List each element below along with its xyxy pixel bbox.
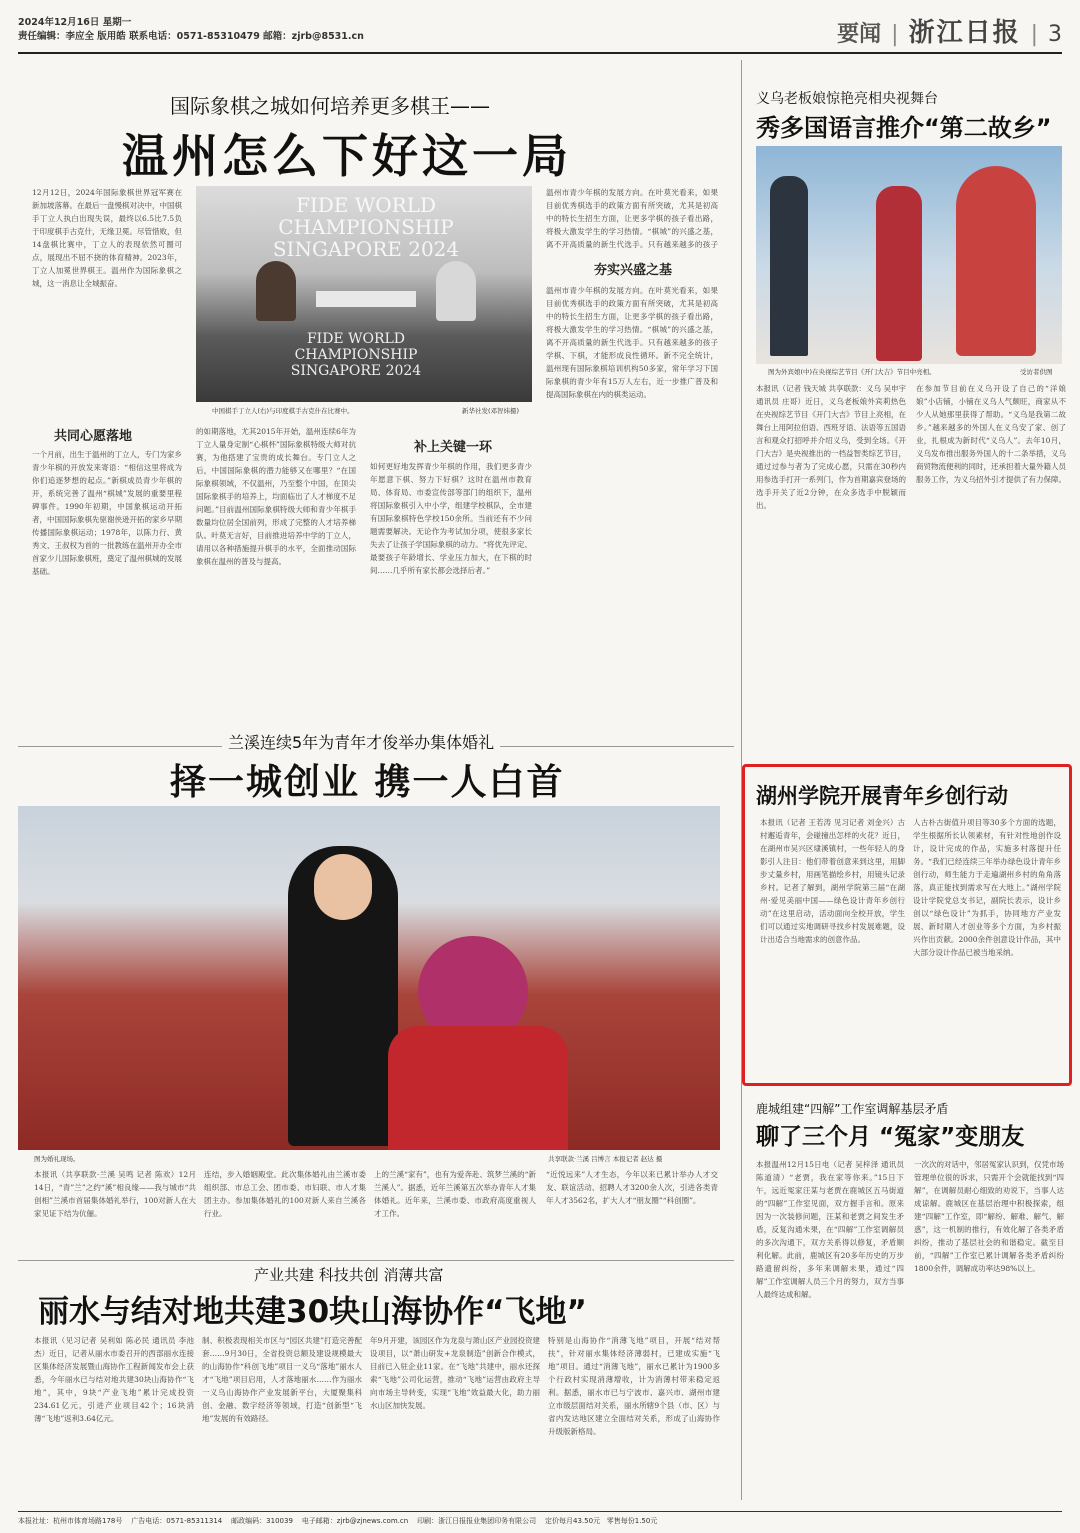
- article3-kicker: 兰溪连续5年为青年才俊举办集体婚礼: [222, 730, 500, 753]
- wedding-photo-caption: 图为婚礼现场。: [34, 1155, 80, 1163]
- paper-logo: 浙江日报: [908, 18, 1021, 48]
- article1-col1: 12月12日，2024年国际象棋世界冠军赛在新加坡落幕。在最后一盘慢棋对决中，中国棋手丁立人执白出现失误，最终以6.5比7.5负于印度棋手古克什，无缘卫冕。尽管惜败，但14盘棋比赛中，丁立人的表现依然可圈可点，展现出不屈不挠的体育精神。2023年，丁立人加冕世界棋王。温州作为国际象棋之城，这一消息让全城振奋。: [32, 188, 182, 288]
- guest-figure: [876, 186, 922, 361]
- chess-photo-credit: 新华社发(邓智炜摄): [462, 407, 520, 415]
- footer-price-copy: 零售每份1.50元: [606, 1517, 658, 1525]
- player-right: [436, 261, 476, 321]
- footer-printer: 印刷：浙江日报报业集团印务有限公司: [417, 1517, 537, 1525]
- footer-price-month: 定价每月43.50元: [545, 1517, 601, 1525]
- article1-kicker: 国际象棋之城如何培养更多棋王——: [170, 94, 490, 118]
- article5-headline: 聊了三个月 “冤家”变朋友: [756, 1124, 1025, 1150]
- article1-headline: 温州怎么下好这一局: [122, 129, 572, 183]
- article1-col4: 温州市青少年棋的发展方向。在叶莫光看来，如果目前优秀棋选手的政策方面有所突破，尤其是初高中的特长生招生方面，让更多学棋的孩子看出路，将极大激发学生的学习热情。“棋城”的兴盛之基，离不开高质量的新生代选手。只有越来越多的孩子: [546, 188, 718, 249]
- wedding-photo-credit: 共享联款·兰溪 吕博言 本报记者 赵达 摄: [548, 1155, 663, 1163]
- article4-col1: 本报讯（记者 王若涛 见习记者 刘金兴）古村邂逅青年，会碰撞出怎样的火花？近日，在湖州市吴兴区埭溪镇村，一些年轻人的身影引人注目：他们带着创意来到这里，用脚步丈量乡村，用画笔描绘乡村，用镜头记录乡村。记者了解到，湖州学院第三届“在湖州·爱见美丽中国——绿色设计青年乡创行动”在这里启动，活动面向全校开放，学生们可以通过实地调研寻找乡村发展难题，设计出适合当地需求的创意作品。: [760, 818, 905, 944]
- masthead-info: [18, 16, 364, 44]
- footer-address: 本报社址：杭州市体育场路178号: [18, 1517, 123, 1525]
- footer-postcode: 邮政编码：310039: [231, 1517, 293, 1525]
- yiwu-photo: [756, 146, 1062, 364]
- article3-col1: 本报讯（共享联款·兰溪 吴鸣 记者 陈欢）12月14日，“青”兰”之约“溪”相良缘——我与城市“共创相”兰溪市首届集体婚礼举行，100对新人在大家见证下结为伉俪。: [34, 1170, 196, 1218]
- article2-headline: 秀多国语言推介“第二故乡”: [756, 114, 1052, 142]
- article1-col2: 的如期落地，尤其2015年开始，温州连续6年为丁立人量身定制“心棋杯”国际象棋特级大师对抗赛，为他搭建了宝贵的成长舞台。专门立人之后，中国国际象棋的潜力能够又在哪里？“在国际象棋领域，不仅温州，乃至整个中国，在顶尖国际象棋手的培养上，均面临出了人才梯度不足问题。”目前温州国际象棋特级大师和青少年棋手数量均位居全国前列，形成了完整的人才培养梯队。叶莫无言好，目前推进培养中学的丁立人，请用以各种措施提升棋手的水平，全面推动国际象棋在温州的普及与提高。: [196, 427, 356, 566]
- article6-col3: 年9月开建，该园区作为龙泉与萧山区产业园投资建设项目，以“萧山研发+龙泉制造”创新合作模式，目前已入驻企业11家。在“飞地”共建中，丽水还探索“飞地”公司化运营，推动“飞地”运营由政府主导向市场主导转变，实现“飞地”效益最大化，助力丽水山区加快发展。: [370, 1336, 540, 1410]
- chess-photo: [196, 186, 532, 402]
- article1-col3: 如何更好地发挥青少年棋的作用，我们更多青少年愿意下棋、努力下好棋？这时在温州市教育局、体育局、市委宣传部等部门的组织下，温州将国际象棋引入中小学，组建学校棋队，全市建有国际象棋特色学校150余所。当前还有不少问题需要解决。无论作为考试加分项，使很多家长失去了让孩子学国际象棋的动力。“将优先评定、最要孩子年龄增长、学业压力加大，在下棋的时间……几乎所有家长都会选择后者。”: [370, 462, 532, 575]
- article6-col1: 本报讯（见习记者 吴利如 陈必民 通讯员 李池杰）近日，记者从丽水市委召开的西部丽水连接区集体经济发展暨山海协作工程新闻发布会上获悉，今年丽水已与结对地共建30块山海协作“飞地”，其中，9块“产业飞地”累计完成投资234.61亿元，引进产业项目42个；16块消薄“飞地”返利3.64亿元。: [34, 1336, 194, 1423]
- page-number: 3: [1048, 22, 1062, 47]
- masthead-brand: 要闻 | 浙江日报 | 3: [837, 12, 1062, 49]
- article3-headline: 择一城创业 携一人白首: [170, 762, 565, 803]
- masthead-rule: [18, 52, 1062, 54]
- date-line: 2024年12月16日 星期一: [18, 17, 132, 28]
- mascot-figure: [956, 166, 1036, 356]
- footer-ad-phone: 广告电话：0571-85311314: [131, 1517, 223, 1525]
- article1-subhead2: 补上关键一环: [414, 440, 493, 455]
- photo-banner-bottom: FIDE WORLD CHAMPIONSHIP SINGAPORE 2024: [290, 331, 422, 379]
- chess-board: [316, 291, 416, 307]
- groom-face: [314, 854, 372, 920]
- article6-headline: 丽水与结对地共建30块山海协作“飞地”: [38, 1294, 587, 1330]
- article1-col4b: 温州市青少年棋的发展方向。在叶莫光看来，如果目前优秀棋选手的政策方面有所突破，尤其是初高中的特长生招生方面，让更多学棋的孩子看出路，将极大激发学生的学习热情。“棋城”的兴盛之基，离不开高质量的新生代选手。只有越来越多的孩子学棋、下棋，才能形成良性循环。新不完全统计，温州现有国际象棋培训机构50多家，常年学习下国际象棋的青少年有15万人左右，近一步推广普及和提高国际象棋在内的棋类运动。: [546, 286, 718, 399]
- article5-col2: 一次次的对话中，邻居冤家认识到，仅凭市场管理单位很的诉求，只需开个会就能找到“四解”，在调解员耐心细致的劝说下，当事人达成谅解。鹿城区在基层治理中积极探索，组建“四解”工作室，即“解纷、解难、解气、解惑”，这一机制的推行，有效化解了各类矛盾纠纷，推动了基层社会的和谐稳定。截至目前，“四解”工作室已累计调解各类矛盾纠纷1800余件，调解成功率达98%以上。: [914, 1160, 1064, 1273]
- photo-banner-top: FIDE WORLD CHAMPIONSHIP SINGAPORE 2024: [272, 193, 460, 261]
- article4-col2: 人古朴古街值升项目等30多个方面的选题，学生根据所长认领素材，有针对性地创作设计，设计完成的作品，实施多村落提升任务。“我们已经连续三年举办绿色设计青年乡创行动，师生能力于走遍湖州乡村的角角落落，真正能找到需求写在大地上。”湖州学院设计学院党总支书记，副院长表示，设计乡创以“绿色设计”为抓手，协同地方产业发展、新时期人才创业等多个方面，为乡村振兴作出贡献。2000余件创意设计作品，其中大部分设计作品已被当地采纳。: [913, 818, 1061, 957]
- article2-col2: 在参加节目前在义乌开设了自己的“洋娘娘”小店铺，小铺在义乌人气颇旺，商家从不少人从她那里获得了帮助。“义乌是我第二故乡。”越来越多的外国人在义乌安了家、创了业，扎根成为新时代“义乌人”。去年10月，义乌发布推出服务外国人的十二条举措，义乌商贸物流便利的同时，还承担着大量外籍人员服务工作，为义乌招外引才提供了有力保障。: [916, 384, 1066, 484]
- article5-kicker: 鹿城组建“四解”工作室调解基层矛盾: [756, 1102, 949, 1116]
- chess-photo-caption: 中国棋手丁立人(右)与印度棋手古克什在比赛中。: [212, 407, 354, 415]
- article1-subhead1: 共同心愿落地: [54, 429, 133, 444]
- article1-col1b: 一个月前，出生于温州的丁立人，专门为家乡青少年棋的开放发来寄语：“相信这里将成为你们追逐梦想的起点。”新棋成员青少年棋的开，系统完善了温州“棋城”发展的重要里程碑事件。1990年初期，中国象棋运动开拓者，中国国际象棋先驱谢侠逊开拓的家乡早期传播国际象棋运动；1978年，以陈力行、黄秀文、王叔权为首的一批教练在温州开办全市首家少儿国际象棋班，奠定了温州棋城的发展基础。: [32, 450, 182, 576]
- host-figure: [770, 176, 808, 356]
- player-left: [256, 261, 296, 321]
- article3-col3: 上的兰溪“家有”，也有为爱奔赴、筑梦兰溪的“新兰溪人”。据悉，近年兰溪第五次举办青年人才集体婚礼。近年来，兰溪市委、市政府高度重视人才工作。: [374, 1170, 536, 1218]
- yiwu-photo-caption: 图为外宾娘(中)在央视综艺节目《开门大吉》节目中亮相。: [768, 368, 936, 376]
- article4-headline: 湖州学院开展青年乡创行动: [756, 784, 1008, 808]
- yiwu-photo-credit: 受访者供图: [1020, 368, 1053, 376]
- footer-email: 电子邮箱：zjrb@zjnews.com.cn: [301, 1517, 409, 1525]
- article2-kicker: 义乌老板娘惊艳亮相央视舞台: [756, 91, 938, 107]
- article5-col1: 本报温州12月15日电（记者 吴梓泽 通讯员 陈道清）“老贾，我在家等你来。”15日下午，远近冤家汪某与老贾在鹿城区五马街道的“四解”工作室见面，双方握手言和。原来因为一次装修问题，汪某和老贾之间发生矛盾，反复沟通未果，在“四解”工作室调解员的多次沟通下，双方关系得以修复，矛盾顺利化解。此前，鹿城区有20多年历史的万步路遗留纠纷，多年来调解未果，通过“四解”工作室调解人员三个月的努力，双方当事人最终达成和解。: [756, 1160, 904, 1299]
- article3-col4: “近悦远来”人才生态，今年以来已累计举办人才交友、联谊活动、招聘人才3200余人次，引进各类青年人才3562名，扩大人才“朋友圈”“科创圈”。: [546, 1170, 718, 1205]
- article6-kicker: 产业共建 科技共创 消薄共富: [254, 1266, 444, 1284]
- editor-line: 责任编辑：李应全 版用皓 联系电话：0571-85310479 邮箱：zjrb@8531.cn: [18, 31, 364, 42]
- wedding-photo: [18, 806, 720, 1150]
- article3-col2: 连结，步入婚姻殿堂。此次集体婚礼由兰溪市委组织部、市总工会、团市委、市妇联、市人才集团主办。参加集体婚礼的100对新人来自兰溪各行业。: [204, 1170, 366, 1218]
- article6-col4: 特别是山海协作“消薄飞地”项目，开展“结对帮扶”，针对丽水集体经济薄弱村，已建成实施“飞地”项目。通过“消薄飞地”，丽水已累计为1900多个行政村实现消薄增收，计为消薄村带来稳定返利。据悉，丽水市已与宁波市、嘉兴市、湖州市建立市级层面结对关系，丽水所辖9个县（市、区）与省内发达地区建立全面结对关系，形成了山海协作升级版新格局。: [548, 1336, 720, 1436]
- section-name: 要闻: [837, 22, 882, 47]
- section-rule-2: [18, 1260, 734, 1261]
- bride-figure: [388, 1026, 568, 1150]
- article1-subhead3: 夯实兴盛之基: [594, 263, 673, 278]
- footer: [18, 1511, 1062, 1526]
- article6-col2: 制、积极表现相关市区与“园区共建”打造完善配套……9月30日，全省投资总额及建设规模最大的山海协作“科创飞地”项目一义乌“落地”丽水人才“飞地”项目启用，人才落地丽水……作为丽水一义乌山海协作产业发展新平台，大厦聚集科创、金融、数字经济等领域，打造“创新型“飞地”发展的有效路径。: [202, 1336, 362, 1423]
- article2-col1: 本报讯（记者 钱天城 共享联款：义乌 吴申宇 通讯员 庄哥）近日，义乌老板娘外宾莉热色在央视综艺节目《开门大吉》节目上亮相，在舞台上用阿拉伯语、西班牙语、法语等五国语言和观众打招呼并介绍义乌，受到全场。《开门大吉》是央视推出的一档益智类综艺节目，通过过参与者为了完成心愿，只需在30秒内用参选手打开一系列门，作为首期嘉宾登场的选手开关了近2分钟，在众多选手中脱颖而出。: [756, 384, 906, 510]
